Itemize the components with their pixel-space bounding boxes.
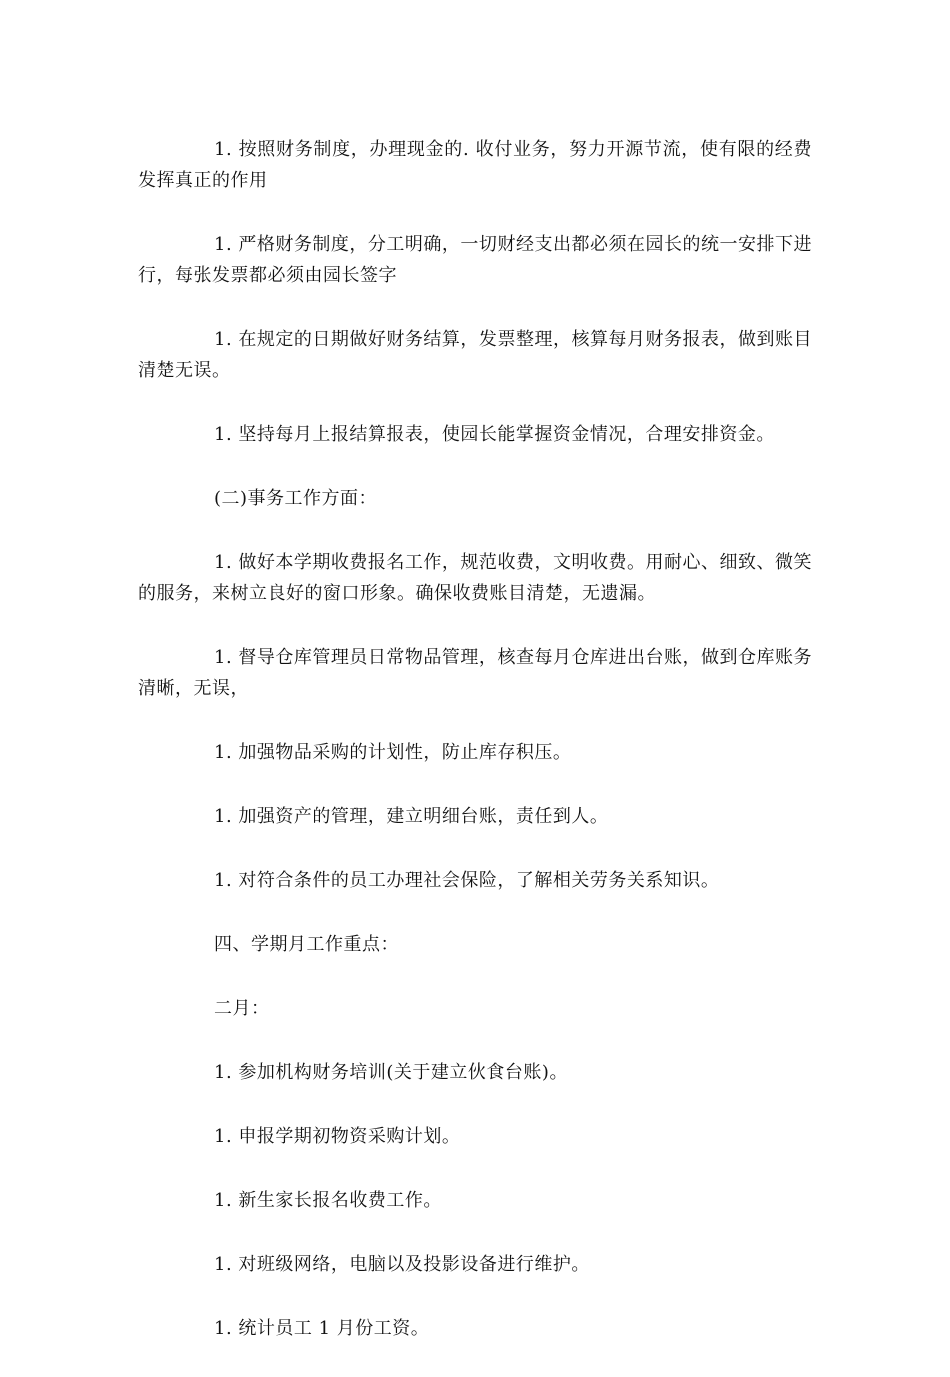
paragraph-purchase-plan: 1. 申报学期初物资采购计划。 bbox=[214, 1126, 461, 1147]
paragraph-training: 1. 参加机构财务培训(关于建立伙食台账)。 bbox=[214, 1062, 568, 1083]
section-heading-affairs: (二)事务工作方面： bbox=[214, 488, 378, 509]
paragraph-salary: 1. 统计员工 1 月份工资。 bbox=[214, 1318, 430, 1339]
document-body bbox=[138, 134, 812, 1377]
paragraph-warehouse: 1. 督导仓库管理员日常物品管理，核查每月仓库进出台账，做到仓库账务清晰，无误， bbox=[138, 647, 812, 699]
paragraph-assets: 1. 加强资产的管理，建立明细台账，责任到人。 bbox=[214, 806, 609, 827]
paragraph-procurement: 1. 加强物品采购的计划性，防止库存积压。 bbox=[214, 742, 572, 763]
section-heading-monthly-focus: 四、学期月工作重点： bbox=[214, 934, 399, 955]
subheading-february: 二月： bbox=[214, 998, 270, 1019]
paragraph-equipment: 1. 对班级网络，电脑以及投影设备进行维护。 bbox=[214, 1254, 590, 1275]
paragraph-monthly-report: 1. 坚持每月上报结算报表，使园长能掌握资金情况，合理安排资金。 bbox=[214, 424, 775, 445]
paragraph-fee-registration: 1. 做好本学期收费报名工作，规范收费，文明收费。用耐心、细致、微笑的服务，来树立良好的窗口形象。确保收费账目清楚，无遗漏。 bbox=[138, 552, 812, 604]
paragraph-cash-business: 1. 按照财务制度，办理现金的. 收付业务，努力开源节流，使有限的经费发挥真正的作用 bbox=[138, 139, 812, 191]
paragraph-settlement: 1. 在规定的日期做好财务结算，发票整理，核算每月财务报表，做到账目清楚无误。 bbox=[138, 329, 812, 381]
paragraph-new-students: 1. 新生家长报名收费工作。 bbox=[214, 1190, 442, 1211]
paragraph-social-insurance: 1. 对符合条件的员工办理社会保险，了解相关劳务关系知识。 bbox=[214, 870, 720, 891]
paragraph-financial-rules: 1. 严格财务制度，分工明确，一切财经支出都必须在园长的统一安排下进行，每张发票都必须由园长签字 bbox=[138, 234, 812, 286]
